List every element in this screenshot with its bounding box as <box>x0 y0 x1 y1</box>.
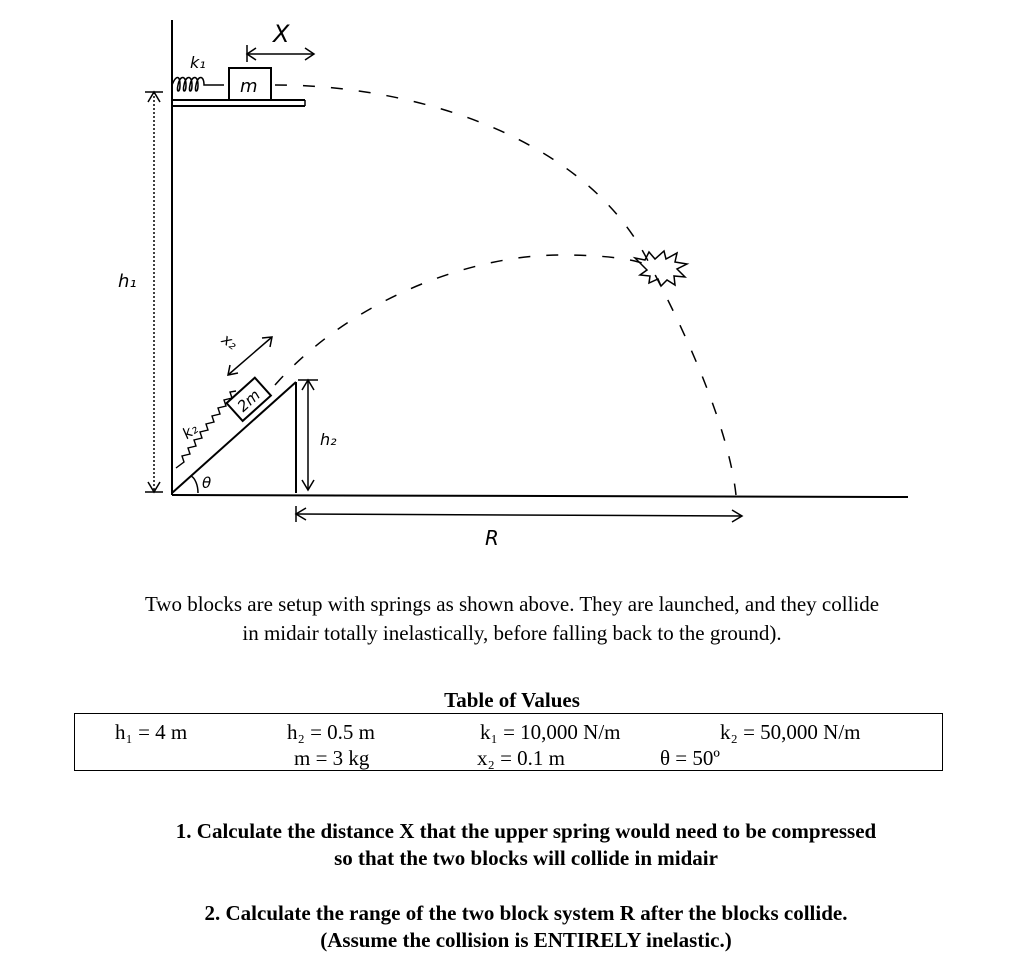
label-2m: 2m <box>233 385 264 416</box>
value-k1: k₁ = 10,000 N/m <box>480 720 621 744</box>
value-k2: k₂ = 50,000 N/m <box>720 720 861 744</box>
value-h1: h₁ = 4 m <box>115 720 188 744</box>
value-h2: h₂ = 0.5 m <box>287 720 375 744</box>
values-table <box>74 713 943 771</box>
r-dimension-arrow <box>296 506 742 522</box>
table-title: Table of Values <box>444 688 580 712</box>
label-m: m <box>240 76 258 97</box>
label-x2: x₂ <box>218 330 241 354</box>
value-m: m = 3 kg <box>294 746 370 770</box>
description-line-2: in midair totally inelastically, before falling back to the ground). <box>242 621 782 645</box>
h1-dimension-arrow <box>145 92 163 492</box>
collision-burst-icon <box>635 251 687 286</box>
question-1-line-2: so that the two blocks will collide in midair <box>334 846 718 870</box>
label-X: X <box>273 20 290 48</box>
label-k2: k₂ <box>178 419 202 443</box>
theta-arc <box>191 476 198 493</box>
label-h1: h₁ <box>118 271 137 292</box>
description-line-1: Two blocks are setup with springs as shown above. They are launched, and they collide <box>144 592 880 616</box>
h2-dimension-arrow <box>298 380 318 490</box>
lower-trajectory <box>275 255 648 385</box>
question-1-line-1: 1. Calculate the distance X that the upper spring would need to be compressed <box>175 819 877 843</box>
question-2-line-1: 2. Calculate the range of the two block system R after the blocks collide. <box>204 901 848 925</box>
question-1 <box>126 818 926 872</box>
question-2-line-2: (Assume the collision is ENTIRELY inelastic.) <box>320 928 732 952</box>
value-x2: x₂ = 0.1 m <box>477 746 565 770</box>
label-k1: k₁ <box>190 53 206 72</box>
upper-trajectory <box>275 85 736 495</box>
label-R: R <box>485 526 499 550</box>
question-2 <box>126 900 926 954</box>
label-h2: h₂ <box>320 430 337 449</box>
value-theta: θ = 50º <box>660 746 720 770</box>
label-theta: θ <box>202 474 212 492</box>
ground <box>172 495 908 497</box>
spring-icon <box>172 78 224 92</box>
problem-description <box>0 590 1024 648</box>
